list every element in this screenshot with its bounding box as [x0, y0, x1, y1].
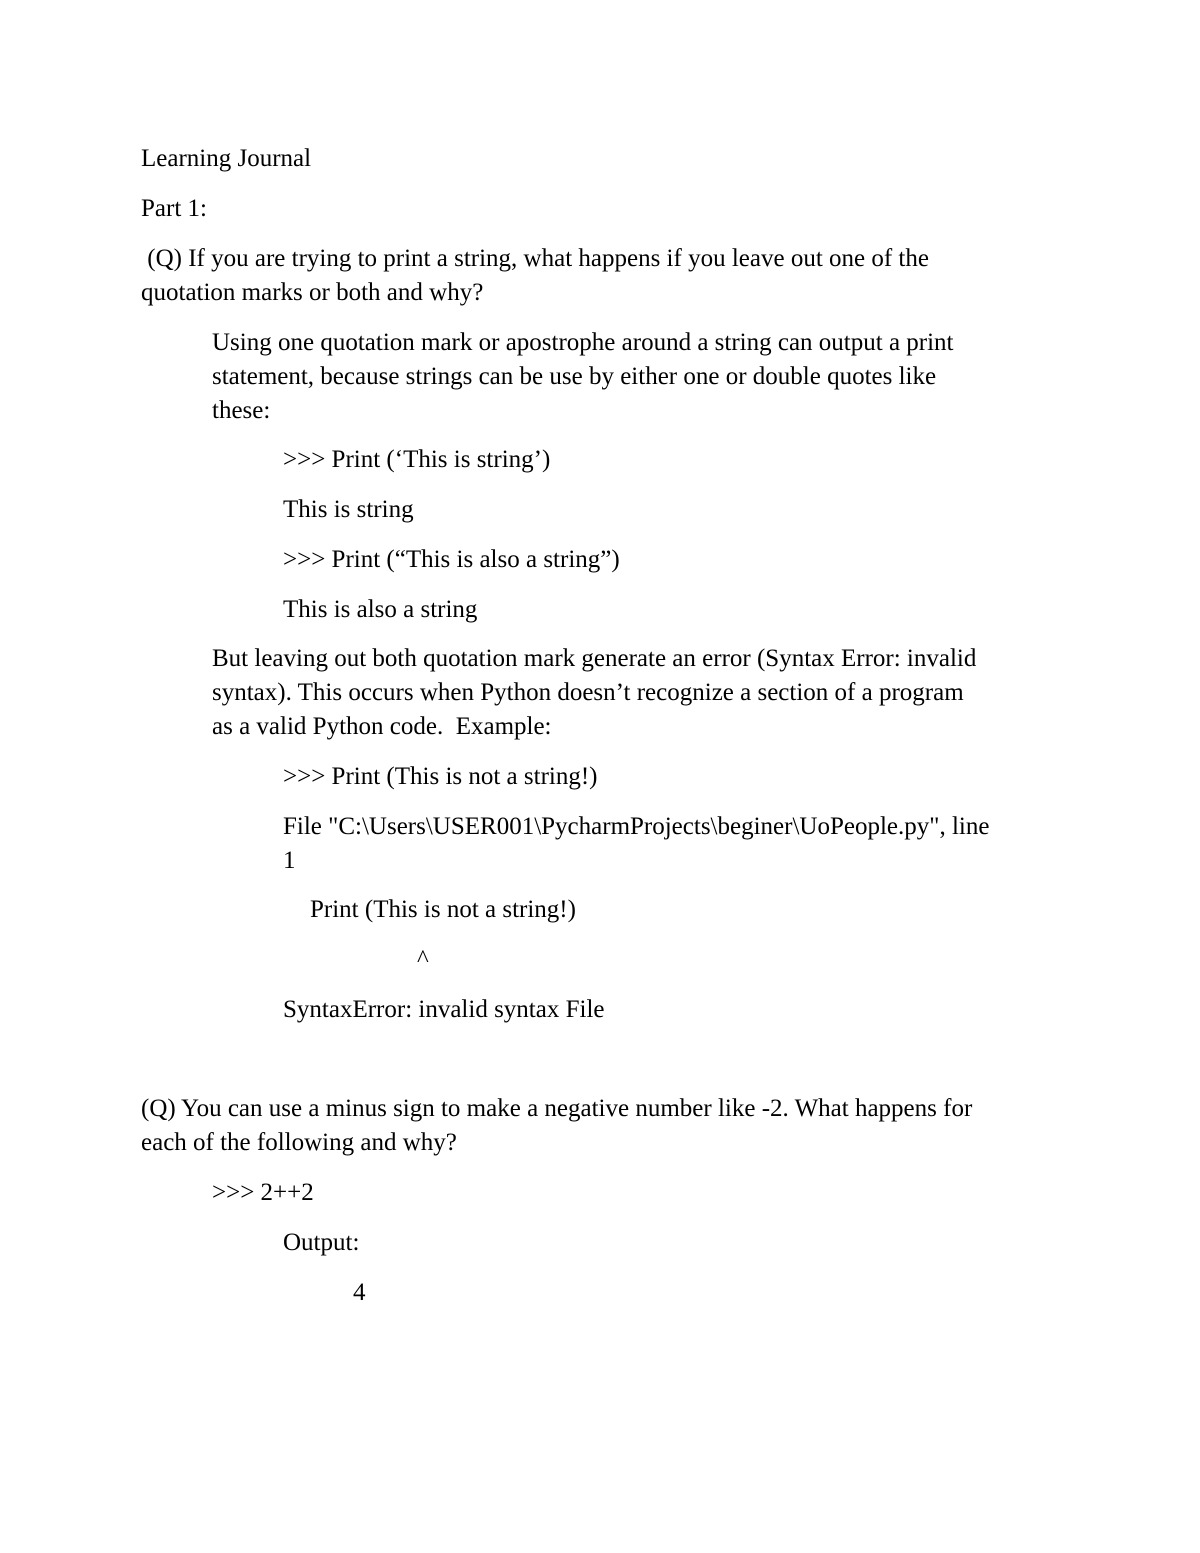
- traceback-line-2: 1: [283, 847, 296, 874]
- traceback-error: SyntaxError: invalid syntax File: [283, 996, 605, 1023]
- q1-example-1-output: This is string: [283, 496, 414, 523]
- q1-example-2-output: This is also a string: [283, 596, 478, 623]
- q2-code: >>> 2++2: [212, 1179, 314, 1206]
- q1-question-line-1: (Q) If you are trying to print a string, what happens if you leave out one of the: [141, 245, 929, 272]
- traceback-caret: ^: [417, 946, 429, 973]
- traceback-line-1: File "C:\Users\USER001\PycharmProjects\beginer\UoPeople.py", line: [283, 813, 990, 840]
- q1-answer-line-1: Using one quotation mark or apostrophe around a string can output a print: [212, 329, 954, 356]
- q1-error-line-1: But leaving out both quotation mark generate an error (Syntax Error: invalid: [212, 645, 977, 672]
- q1-answer-line-2: statement, because strings can be use by either one or double quotes like: [212, 363, 937, 390]
- part-heading: Part 1:: [141, 195, 207, 222]
- traceback-code: Print (This is not a string!): [310, 896, 576, 923]
- q1-error-example-code: >>> Print (This is not a string!): [283, 763, 598, 790]
- q1-example-2-code: >>> Print (“This is also a string”): [283, 546, 620, 573]
- document-title: Learning Journal: [141, 145, 312, 172]
- q1-error-line-2: syntax). This occurs when Python doesn’t recognize a section of a program: [212, 679, 964, 706]
- q2-question-line-2: each of the following and why?: [141, 1129, 457, 1156]
- q2-output-value: 4: [353, 1279, 366, 1306]
- q1-error-line-3: as a valid Python code. Example:: [212, 713, 552, 740]
- q1-example-1-code: >>> Print (‘This is string’): [283, 446, 551, 473]
- q2-output-label: Output:: [283, 1229, 360, 1256]
- q2-question-line-1: (Q) You can use a minus sign to make a negative number like -2. What happens for: [141, 1095, 973, 1122]
- q1-question-line-2: quotation marks or both and why?: [141, 279, 484, 306]
- q1-answer-line-3: these:: [212, 397, 271, 424]
